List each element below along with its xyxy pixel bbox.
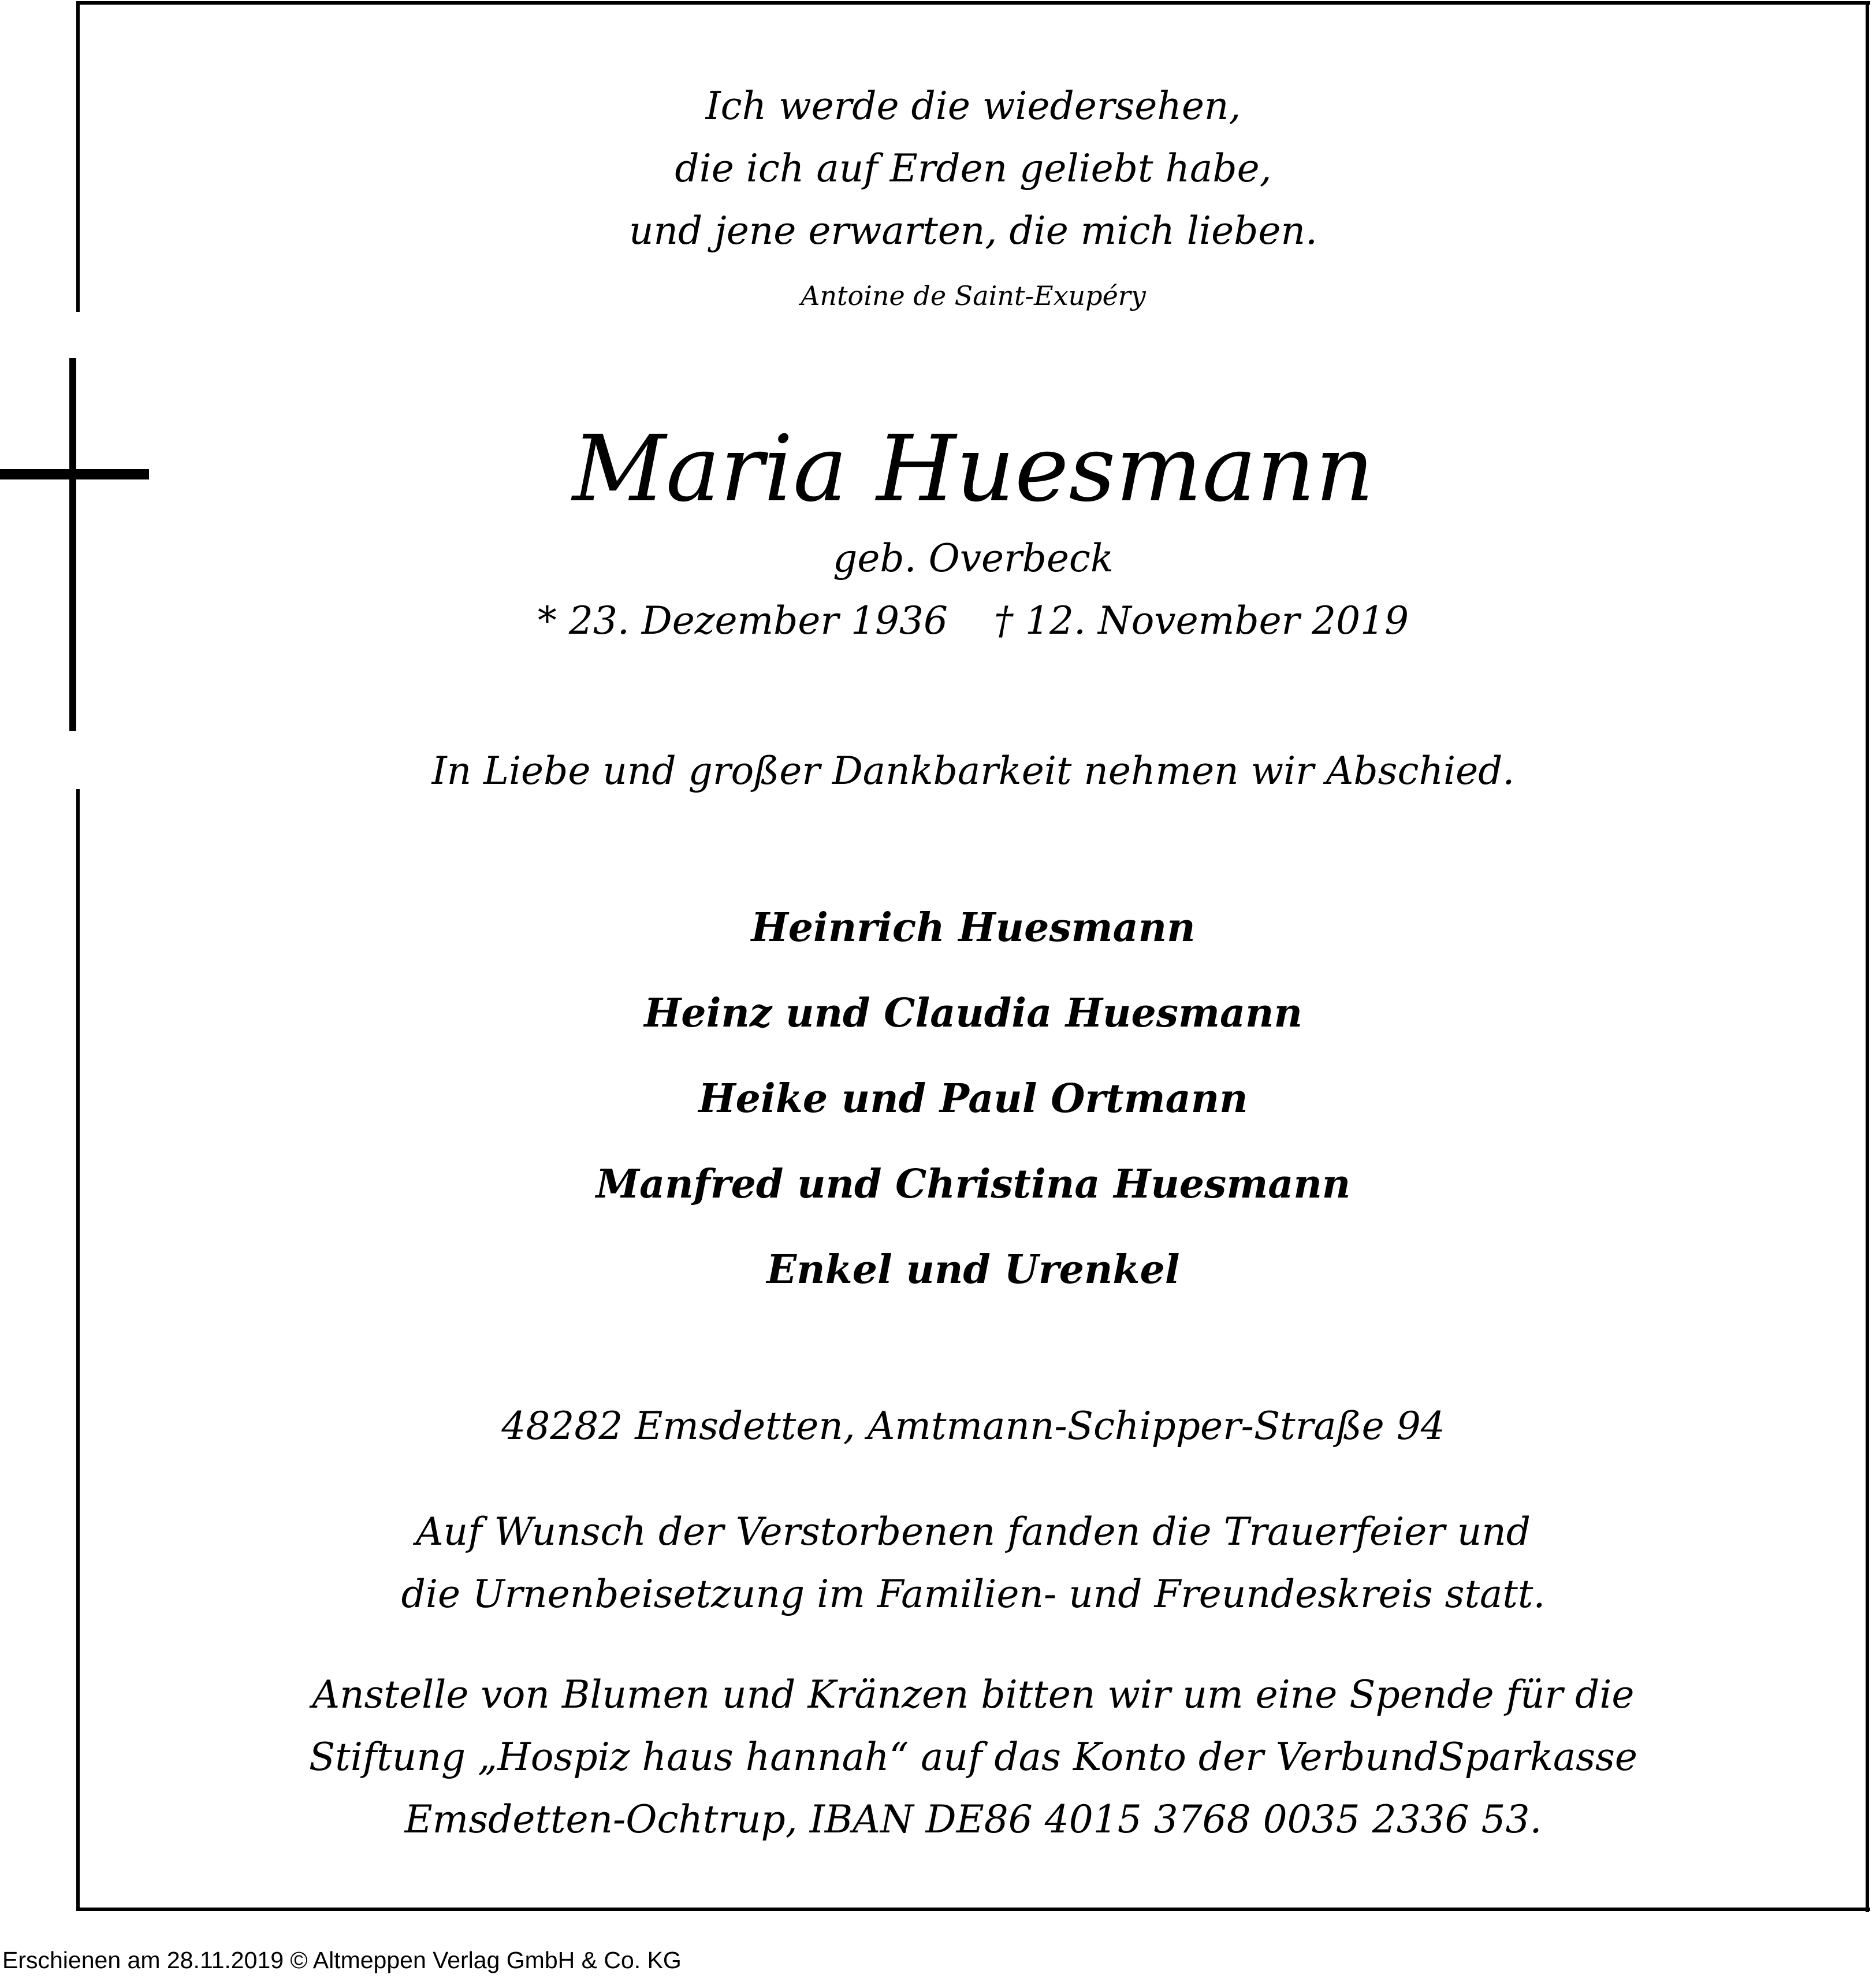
quote-line-2: die ich auf Erden geliebt habe,: [675, 146, 1272, 191]
life-dates: [77, 598, 1869, 643]
publication-footer: Erschienen am 28.11.2019 © Altmeppen Verlag GmbH & Co. KG: [2, 1947, 682, 1973]
quote-line-1: Ich werde die wiedersehen,: [705, 84, 1241, 128]
mourner: Enkel und Urenkel: [766, 1247, 1180, 1293]
donation-note-line-1: Anstelle von Blumen und Kränzen bitten wir um eine Spende für die: [312, 1672, 1635, 1717]
funeral-note-line-1: Auf Wunsch der Verstorbenen fanden die Trauerfeier und: [415, 1509, 1531, 1554]
frame-bottom: [76, 1908, 1870, 1911]
death-date: † 12. November 2019: [993, 598, 1409, 643]
farewell-text: In Liebe und großer Dankbarkeit nehmen wir Abschied.: [431, 749, 1515, 793]
frame-top: [76, 1, 1870, 5]
quote-line-3: und jene erwarten, die mich lieben.: [629, 209, 1317, 253]
address: 48282 Emsdetten, Amtmann-Schipper-Straße 94: [501, 1404, 1445, 1448]
donation-note-line-2: Stiftung „Hospiz haus hannah“ auf das Konto der VerbundSparkasse: [309, 1735, 1637, 1779]
birth-date: * 23. Dezember 1936: [537, 598, 948, 643]
mourner: Heike und Paul Ortmann: [698, 1076, 1248, 1122]
quote-author: Antoine de Saint-Exupéry: [801, 280, 1146, 311]
mourner: Manfred und Christina Huesmann: [595, 1161, 1351, 1207]
donation-note-line-3: Emsdetten-Ochtrup, IBAN DE86 4015 3768 0035 2336 53.: [404, 1797, 1542, 1842]
maiden-name: geb. Overbeck: [833, 536, 1114, 581]
funeral-note-line-2: die Urnenbeisetzung im Familien- und Freundeskreis statt.: [401, 1572, 1546, 1616]
mourner: Heinz und Claudia Huesmann: [644, 990, 1302, 1036]
mourner: Heinrich Huesmann: [751, 905, 1196, 951]
deceased-name: Maria Huesmann: [572, 416, 1375, 522]
